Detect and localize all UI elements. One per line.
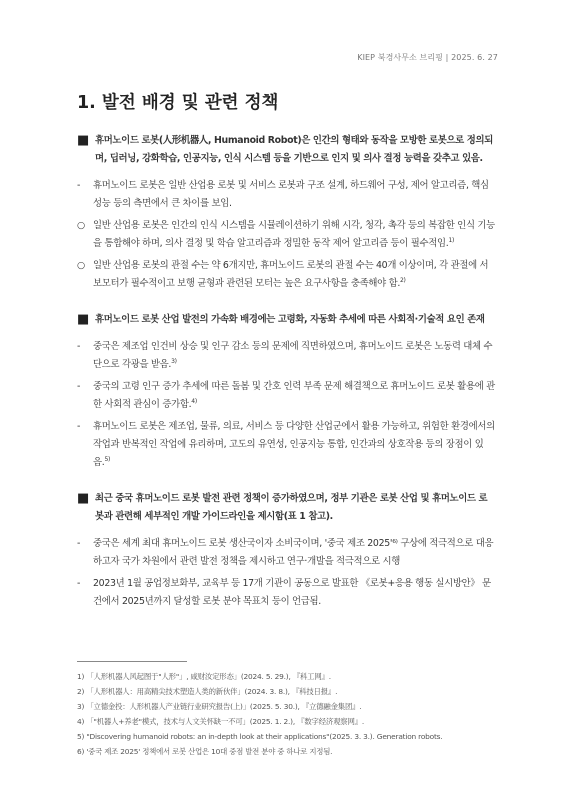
list-item-text: 휴머노이드 로봇은 제조업, 물류, 의료, 서비스 등 다양한 산업군에서 활용 가능하고, 위험한 환경에서의 작업과 반복적인 작업에 유리하며, 고도의 유연성, 인공지능 통합, 인간과의 상호작용 등의 장점이 있음. [93,421,495,468]
square-bullet-icon: ■ [77,491,89,506]
list-item [77,217,495,253]
list-item [77,575,495,611]
section-heading-policy [77,490,495,526]
list-item [77,418,495,472]
footnote: 3) 「立德金投：人形机器人产业链行业研究报告(上)」(2025. 5. 30.), 『立德融金集团』. [77,702,362,711]
footnote-divider [77,661,187,662]
circle-bullet: ○ [77,260,85,271]
section-heading-text: 휴머노이드 로봇 산업 발전의 가속화 배경에는 고령화, 자동화 추세에 따른 사회적·기술적 요인 존재 [95,314,485,325]
footnote: 5) "Discovering humanoid robots: an in-depth look at their applications"(2025. 3. 3.). Generation robots. [77,732,443,741]
footnote-ref: 4) [191,397,197,405]
list-item-text: 휴머노이드 로봇은 일반 산업용 로봇 및 서비스 로봇과 구조 설계, 하드웨어 구성, 제어 알고리즘, 핵심 성능 등의 측면에서 큰 차이를 보임. [93,180,489,209]
list-item-text: 중국은 제조업 인건비 상승 및 인구 감소 등의 문제에 직면하였으며, 휴머노이드 로봇은 노동력 대체 수단으로 각광을 받음. [93,341,493,370]
list-item [77,378,495,414]
footnote: 6) '중국 제조 2025' 정책에서 로봇 산업은 10대 중점 발전 분야 중 하나로 지정됨. [77,747,333,756]
list-item-text: 일반 산업용 로봇의 관절 수는 약 6개지만, 휴머노이드 로봇의 관절 수는 40개 이상이며, 각 관절에 서보모터가 필수적이고 보행 균형과 관련된 모터는 높은 요구사항을 충족해야 함. [93,260,489,289]
footnotes [77,669,497,759]
main-content [77,132,495,615]
circle-bullet: ○ [77,220,85,231]
footnote: 4) 「"机器人+养老"模式，技术与人文关怀缺一不可」(2025. 1. 2.), 『数字经济观察网』. [77,717,365,726]
footnote-ref: 2) [400,276,406,284]
list-item-text: 중국은 세계 최대 휴머노이드 로봇 생산국이자 소비국이며, '중국 제조 2025'⁶⁾ 구상에 적극적으로 대응하고자 국가 차원에서 관련 발전 정책을 제시하고 연구·개발을 적극적으로 시행 [93,538,494,567]
list-item [77,257,495,293]
section-title: 1. 발전 배경 및 관련 정책 [77,93,279,113]
dash-bullet: - [77,180,81,191]
footnote: 2) 「人形机器人：用高精尖技术塑造人类的新伙伴」(2024. 3. 8.), 『科技日报』. [77,687,338,696]
list-item [77,338,495,374]
section-heading-text: 최근 중국 휴머노이드 로봇 발전 관련 정책이 증가하였으며, 정부 기관은 로봇 산업 및 휴머노이드 로봇과 관련해 세부적인 개발 가이드라인을 제시함(표 1 참고). [95,493,488,522]
list-item [77,535,495,571]
footnote-ref: 5) [104,455,110,463]
footnote: 1) 「人形机器人风起图于"人形"」, 咸财汝定形态」(2024. 5. 29.), 『科工网』. [77,672,331,681]
list-item-text: 일반 산업용 로봇은 인간의 인식 시스템을 시뮬레이션하기 위해 시각, 청각, 촉각 등의 복잡한 인식 기능을 통합해야 하며, 의사 결정 및 학습 알고리즘과 정밀한 동작 제어 알고리즘 등이 필수적임. [93,220,495,249]
section-heading-definition [77,132,495,168]
dash-bullet: - [77,341,81,352]
list-item-text: 중국의 고령 인구 증가 추세에 따른 돌봄 및 간호 인력 부족 문제 해결책으로 휴머노이드 로봇 활용에 관한 사회적 관심이 증가함. [93,381,495,410]
dash-bullet: - [77,578,81,589]
list-item [77,177,495,213]
list-item-text: 2023년 1월 공업정보화부, 교육부 등 17개 기관이 공동으로 발표한 《로봇+응용 행동 실시방안》 문건에서 2025년까지 달성할 로봇 분야 목표치 등이 언급됨. [93,578,491,607]
dash-bullet: - [77,381,81,392]
footnote-ref: 1) [448,236,454,244]
page-header: KIEP 북경사무소 브리핑 | 2025. 6. 27 [357,53,498,62]
footnote-ref: 3) [171,357,177,365]
square-bullet-icon: ■ [77,133,89,148]
dash-bullet: - [77,538,81,549]
section-heading-background [77,311,495,329]
square-bullet-icon: ■ [77,312,89,327]
section-heading-text: 휴머노이드 로봇(人形机器人, Humanoid Robot)은 인간의 형태와 동작을 모방한 로봇으로 정의되며, 딥러닝, 강화학습, 인공지능, 인식 시스템 등을 기반으로 인지 및 의사 결정 능력을 갖추고 있음. [95,135,493,164]
dash-bullet: - [77,421,81,432]
